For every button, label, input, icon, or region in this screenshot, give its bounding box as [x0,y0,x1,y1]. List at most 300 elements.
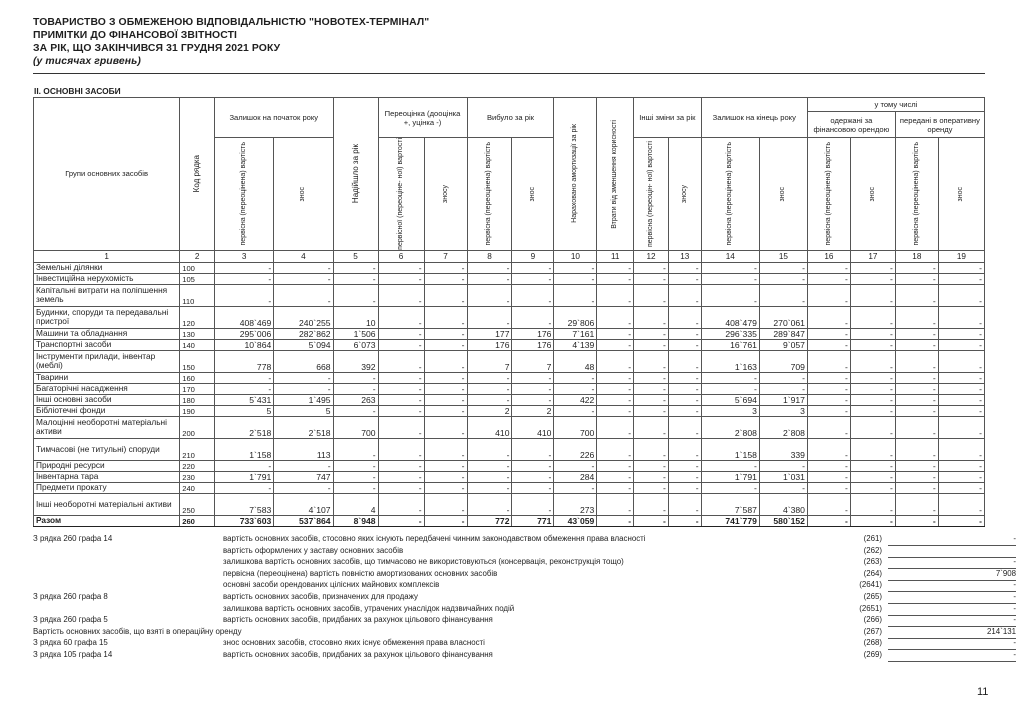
column-number: 5 [333,250,378,262]
table-row [34,438,985,460]
table-row [34,273,985,284]
table-row [34,306,985,328]
company-name: ТОВАРИСТВО З ОБМЕЖЕНОЮ ВІДПОВІДАЛЬНІСТЮ "НОВОТЕХ-ТЕРМІНАЛ" [33,17,430,28]
note-text: залишкова вартість основних засобів, що тимчасово не використовуються (консервація, реконструкція тощо) [223,557,624,567]
cell-value: - [850,471,895,482]
cell-value: - [807,416,850,438]
row-code: 240 [180,482,215,493]
cell-value: - [634,328,669,339]
cell-value: - [895,515,938,526]
cell-value: - [807,350,850,372]
cell-value: - [597,515,634,526]
note-line [33,626,1016,639]
sub-cost-14: первісна (переоцінена) вартість [701,138,759,251]
cell-value: - [597,328,634,339]
cell-value: - [378,328,424,339]
cell-value: - [214,383,273,394]
row-code: 260 [180,515,215,526]
sub-dep-4: знос [274,138,333,251]
cell-value: - [214,372,273,383]
cell-value: - [668,405,701,416]
cell-value: - [512,460,554,471]
cell-value: 240`255 [274,306,333,328]
cell-value: - [512,482,554,493]
cell-value: - [938,416,984,438]
note-text: вартість оформлених у заставу основних засобів [223,545,404,555]
row-code: 230 [180,471,215,482]
cell-value: - [634,372,669,383]
cell-value: - [634,306,669,328]
note-line [33,546,985,558]
row-name: Транспортні засоби [34,339,180,350]
cell-value: - [512,372,554,383]
sub-cost-12: первісна (переоцін- ної) вартості [634,138,669,251]
page-number: 11 [977,686,989,698]
section-title: II. ОСНОВНІ ЗАСОБИ [34,86,121,96]
cell-value: - [668,372,701,383]
col-incl-header: у тому числі [807,98,984,112]
cell-value: - [701,262,759,273]
cell-value: - [850,284,895,306]
cell-value: - [634,405,669,416]
note-left-label: З рядка 260 графа 8 [33,592,108,601]
cell-value: 668 [274,350,333,372]
cell-value: - [378,383,424,394]
note-code: (263) [863,557,882,567]
cell-value: - [512,273,554,284]
cell-value: - [274,383,333,394]
note-left-label: З рядка 260 графа 5 [33,615,108,625]
note-code: (268) [863,638,882,648]
cell-value: 1`158 [214,438,273,460]
cell-value: - [554,482,597,493]
cell-value: - [850,350,895,372]
cell-value: 296`335 [701,328,759,339]
cell-value: - [512,306,554,328]
row-name: Бібліотечні фонди [34,405,180,416]
cell-value: - [424,284,467,306]
note-text: вартість основних засобів, придбаних за рахунок цільового фінансування [223,615,493,625]
cell-value: - [807,273,850,284]
cell-value: - [333,284,378,306]
cell-value: - [467,306,512,328]
cell-value: 263 [333,394,378,405]
row-name: Багаторічні насадження [34,383,180,394]
cell-value: - [634,460,669,471]
row-name: Предмети прокату [34,482,180,493]
cell-value: - [895,405,938,416]
cell-value: - [597,339,634,350]
row-name: Тимчасові (не титульні) споруди [34,438,180,460]
cell-value: 2`518 [214,416,273,438]
cell-value: - [424,471,467,482]
cell-value: - [807,394,850,405]
note-left-label: З рядка 60 графа 15 [33,638,108,648]
sub-dep-17: знос [850,138,895,251]
cell-value: 2`808 [701,416,759,438]
cell-value: - [424,273,467,284]
sub-dep-7: зносу [424,138,467,251]
cell-value: - [424,262,467,273]
note-line [33,638,1016,650]
cell-value: - [554,372,597,383]
cell-value: - [554,460,597,471]
cell-value: - [597,306,634,328]
column-number: 1 [34,250,180,262]
cell-value: 3 [701,405,759,416]
note-text: вартість основних засобів, призначених для продажу [223,592,418,601]
cell-value: 2`808 [759,416,807,438]
table-row [34,460,985,471]
note-text: вартість основних засобів, стосовно яких існують передбачені чинним законодавством обмеження права власності [223,534,646,543]
cell-value: - [378,482,424,493]
cell-value: 1`158 [701,438,759,460]
cell-value: - [668,471,701,482]
row-name: Інвентарна тара [34,471,180,482]
column-number: 8 [467,250,512,262]
table-row [34,405,985,416]
column-number: 11 [597,250,634,262]
cell-value: - [424,416,467,438]
cell-value: - [378,405,424,416]
cell-value: - [512,438,554,460]
cell-value: - [807,284,850,306]
cell-value: - [214,460,273,471]
cell-value: - [424,493,467,515]
cell-value: - [895,482,938,493]
cell-value: 408`479 [701,306,759,328]
cell-value: 4`380 [759,493,807,515]
cell-value: - [938,262,984,273]
cell-value: 339 [759,438,807,460]
note-code: (266) [863,615,882,625]
note-text: первісна (переоцінена) вартість повністю амортизованих основних засобів [223,568,498,578]
cell-value: - [895,460,938,471]
cell-value: 4`107 [274,493,333,515]
cell-value: - [274,482,333,493]
cell-value: - [467,394,512,405]
cell-value: - [512,471,554,482]
cell-value: - [895,394,938,405]
cell-value: - [759,460,807,471]
cell-value: 176 [512,328,554,339]
cell-value: 48 [554,350,597,372]
cell-value: - [634,394,669,405]
cell-value: - [214,273,273,284]
note-code: (265) [863,592,882,601]
cell-value: 289`847 [759,328,807,339]
row-name: Інвестиційна нерухомість [34,273,180,284]
cell-value: - [668,339,701,350]
cell-value: - [850,460,895,471]
column-number: 12 [634,250,669,262]
cell-value: - [424,328,467,339]
cell-value: - [850,372,895,383]
cell-value: - [895,273,938,284]
row-code: 210 [180,438,215,460]
cell-value: - [701,273,759,284]
sub-cost-8: первісна (переоцінена) вартість [467,138,512,251]
cell-value: 700 [554,416,597,438]
cell-value: 226 [554,438,597,460]
cell-value: - [701,383,759,394]
note-left-label: З рядка 260 графа 14 [33,534,113,543]
cell-value: - [759,273,807,284]
cell-value: - [895,306,938,328]
cell-value: - [938,460,984,471]
cell-value: - [634,482,669,493]
cell-value: 2 [467,405,512,416]
cell-value: - [424,438,467,460]
sub-cost-16: первісна (переоцінена) вартість [807,138,850,251]
note-text: вартість основних засобів, придбаних за рахунок цільового фінансування [223,650,493,659]
cell-value: 700 [333,416,378,438]
cell-value: - [668,460,701,471]
sub-cost-6: первісної (переоціне- ної) вартості [378,138,424,251]
row-code: 120 [180,306,215,328]
cell-value: - [759,262,807,273]
cell-value: - [634,416,669,438]
column-number: 2 [180,250,215,262]
cell-value: 747 [274,471,333,482]
cell-value: - [668,493,701,515]
cell-value: - [597,405,634,416]
cell-value: - [467,284,512,306]
cell-value: - [938,284,984,306]
cell-value: - [467,493,512,515]
note-code: (2651) [859,603,882,613]
column-number: 13 [668,250,701,262]
cell-value: - [938,438,984,460]
cell-value: 2 [512,405,554,416]
cell-value: - [378,438,424,460]
document-title: ПРИМІТКИ ДО ФІНАНСОВОЇ ЗВІТНОСТІ [33,30,238,41]
header-divider [33,73,985,74]
row-name: Інструменти прилади, інвентар (меблі) [34,350,180,372]
row-code: 100 [180,262,215,273]
cell-value: - [807,383,850,394]
cell-value: - [807,438,850,460]
cell-value: 5 [214,405,273,416]
cell-value: - [668,438,701,460]
col-transferred-header: передані в оперативну оренду [895,112,984,138]
note-value: - [888,557,1016,569]
cell-value: - [701,460,759,471]
cell-value: - [274,460,333,471]
cell-value: 6`073 [333,339,378,350]
cell-value: 1`495 [274,394,333,405]
row-code: 170 [180,383,215,394]
cell-value: - [467,482,512,493]
cell-value: 273 [554,493,597,515]
note-line [33,534,1016,546]
cell-value: - [597,383,634,394]
cell-value: - [424,460,467,471]
col-revaluation-header: Переоцінка (дооцінка +, уцінка -) [378,98,467,138]
cell-value: 537`864 [274,515,333,526]
row-name: Тварини [34,372,180,383]
note-code: (261) [863,534,882,543]
table-row [34,350,985,372]
cell-value: - [554,284,597,306]
cell-value: - [938,372,984,383]
cell-value: - [378,372,424,383]
cell-value: - [938,273,984,284]
cell-value: 29`806 [554,306,597,328]
cell-value: - [850,306,895,328]
row-name: Будинки, споруди та передавальні пристрої [34,306,180,328]
table-row [34,416,985,438]
row-name: Інші необоротні матеріальні активи [34,493,180,515]
cell-value: - [634,383,669,394]
cell-value: 10`864 [214,339,273,350]
row-code: 105 [180,273,215,284]
cell-value: - [512,284,554,306]
row-code: 160 [180,372,215,383]
note-line [33,568,1016,581]
note-value: - [888,534,1016,546]
cell-value: - [424,405,467,416]
cell-value: - [807,471,850,482]
cell-value: - [333,405,378,416]
row-code: 250 [180,493,215,515]
cell-value: - [467,273,512,284]
cell-value: - [668,394,701,405]
cell-value: - [850,493,895,515]
cell-value: 1`791 [214,471,273,482]
note-code: (269) [863,650,882,659]
column-number: 6 [378,250,424,262]
cell-value: - [634,471,669,482]
cell-value: 580`152 [759,515,807,526]
cell-value: 778 [214,350,273,372]
note-value: - [888,580,1016,592]
cell-value: - [807,515,850,526]
cell-value: - [467,372,512,383]
cell-value: 5`431 [214,394,273,405]
cell-value: 771 [512,515,554,526]
note-line [33,557,1016,569]
cell-value: 282`862 [274,328,333,339]
cell-value: - [938,405,984,416]
row-name: Малоцінні необоротні матеріальні активи [34,416,180,438]
cell-value: - [668,350,701,372]
cell-value: - [512,493,554,515]
col-leased-header: одержані за фінансовою орендою [807,112,895,138]
cell-value: - [807,493,850,515]
cell-value: - [597,493,634,515]
table-total-row [34,515,985,526]
cell-value: - [378,493,424,515]
row-name: Капітальні витрати на поліпшення земель [34,284,180,306]
cell-value: - [467,460,512,471]
cell-value: 410 [512,416,554,438]
cell-value: - [850,482,895,493]
cell-value: - [512,394,554,405]
cell-value: - [274,273,333,284]
note-code: (262) [863,545,882,555]
cell-value: - [634,350,669,372]
row-name: Інші основні засоби [34,394,180,405]
note-line [33,580,1016,592]
cell-value: 43`059 [554,515,597,526]
cell-value: - [807,339,850,350]
cell-value: - [938,515,984,526]
cell-value: - [759,383,807,394]
cell-value: - [597,273,634,284]
cell-value: - [850,328,895,339]
cell-value: - [597,350,634,372]
col-closing-header: Залишок на кінець року [701,98,807,138]
table-row [34,471,985,482]
col-opening-header: Залишок на початок року [214,98,333,138]
col-added-header: Надійшло за рік [333,98,378,251]
cell-value: - [378,273,424,284]
cell-value: 16`761 [701,339,759,350]
col-depreciation-header: Нараховано амортизації за рік [554,98,597,251]
cell-value: 295`006 [214,328,273,339]
cell-value: - [895,372,938,383]
cell-value: - [938,493,984,515]
cell-value: 422 [554,394,597,405]
column-number: 3 [214,250,273,262]
cell-value: - [597,416,634,438]
cell-value: - [597,482,634,493]
cell-value: - [807,328,850,339]
cell-value: - [807,306,850,328]
cell-value: - [634,284,669,306]
table-row [34,339,985,350]
sub-dep-19: знос [938,138,984,251]
sub-cost-3: первісна (переоцінена) вартість [214,138,273,251]
cell-value: - [850,416,895,438]
col-impairment-header: Втрати від зменшення корисності [597,98,634,251]
table-row [34,493,985,515]
note-text: знос основних засобів, стосовно яких існує обмеження права власності [223,638,485,648]
cell-value: - [850,405,895,416]
cell-value: 1`163 [701,350,759,372]
cell-value: - [333,372,378,383]
cell-value: - [378,394,424,405]
cell-value: 7 [512,350,554,372]
cell-value: - [424,372,467,383]
cell-value: - [597,394,634,405]
cell-value: - [701,372,759,383]
cell-value: 1`031 [759,471,807,482]
cell-value: 709 [759,350,807,372]
cell-value: - [634,262,669,273]
cell-value: - [597,262,634,273]
cell-value: 3 [759,405,807,416]
cell-value: - [895,383,938,394]
cell-value: - [554,262,597,273]
column-number: 10 [554,250,597,262]
sub-dep-9: знос [512,138,554,251]
cell-value: - [424,394,467,405]
row-code: 110 [180,284,215,306]
cell-value: - [378,262,424,273]
cell-value: - [467,438,512,460]
cell-value: - [274,284,333,306]
note-text: основні засоби орендованих цілісних майнових комплексів [223,580,440,590]
cell-value: - [668,306,701,328]
cell-value: - [333,471,378,482]
cell-value: 284 [554,471,597,482]
cell-value: - [378,515,424,526]
cell-value: 177 [467,328,512,339]
row-name: Машини та обладнання [34,328,180,339]
cell-value: 733`603 [214,515,273,526]
